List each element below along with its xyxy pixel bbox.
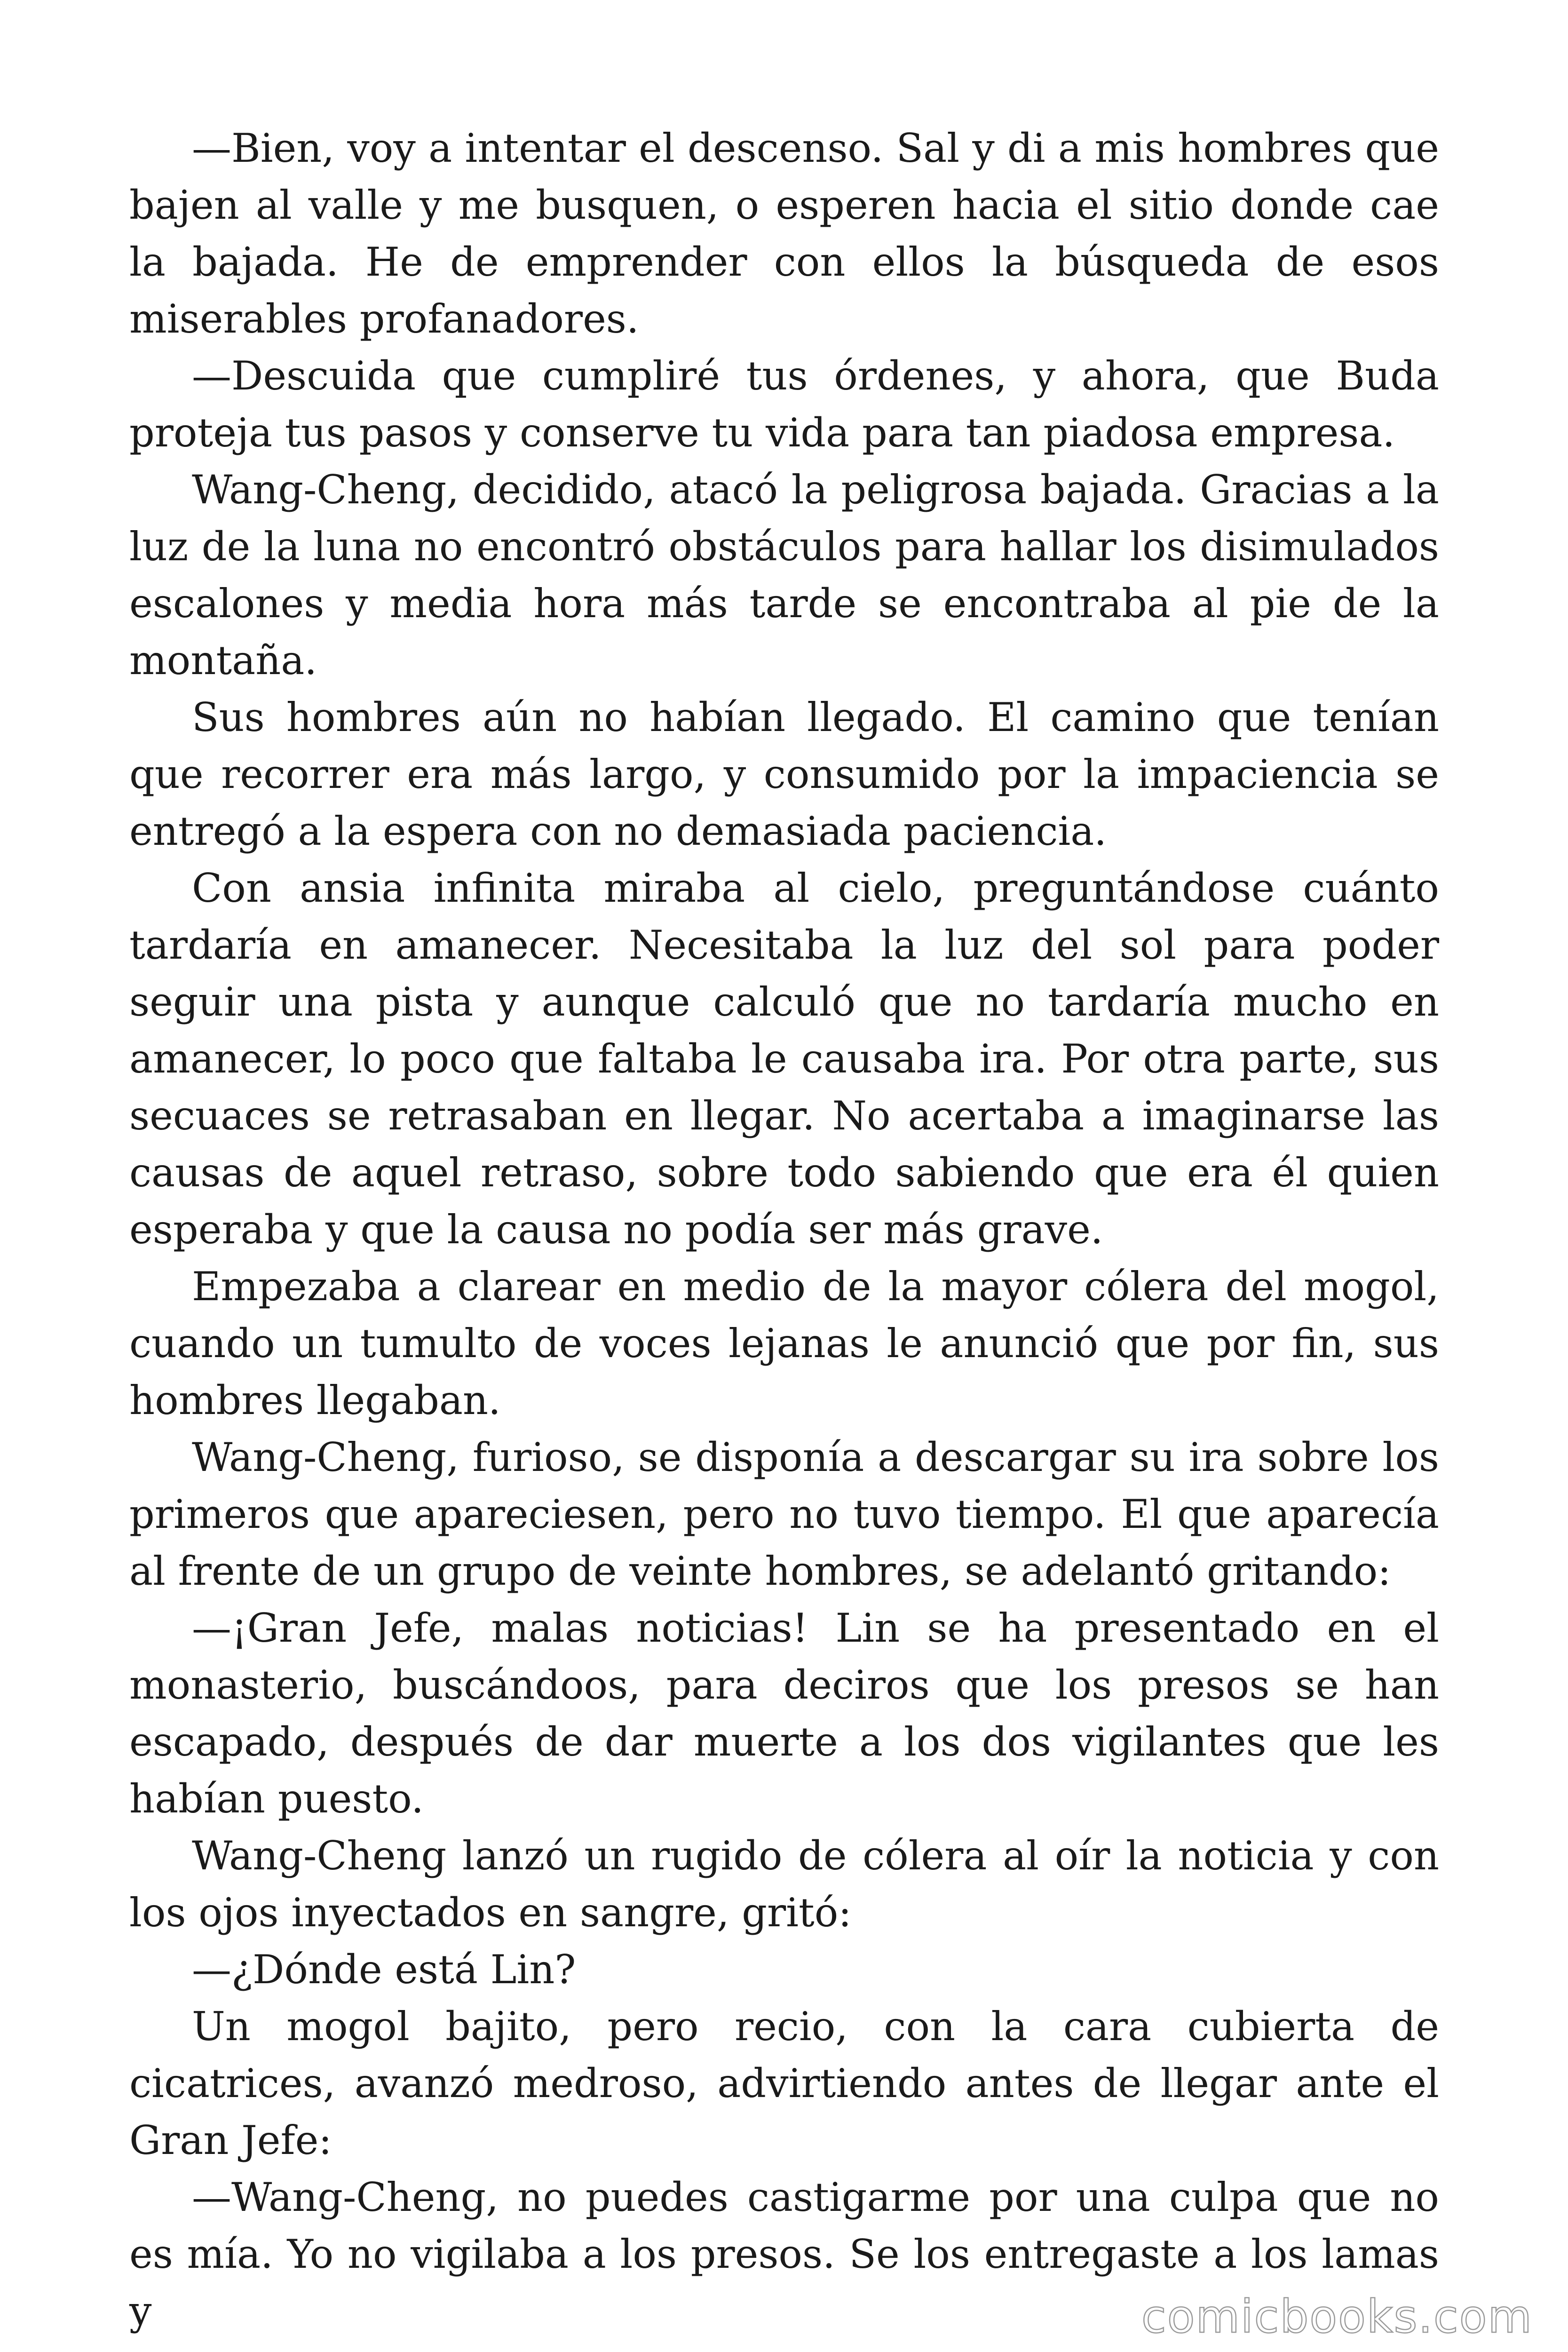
- paragraph: Un mogol bajito, pero recio, con la cara cubierta de cicatrices, avanzó medroso, advirtiendo antes de llegar ante el Gran Jefe:: [129, 2003, 1439, 2163]
- paragraph: —¡Gran Jefe, malas noticias! Lin se ha presentado en el monasterio, buscándoos, para deciros que los presos se han escapado, después de dar muerte a los dos vigilantes que les habían puesto.: [129, 1605, 1439, 1822]
- paragraph: Empezaba a clarear en medio de la mayor cólera del mogol, cuando un tumulto de voces lejanas le anunció que por fin, sus hombres llegaban.: [129, 1263, 1439, 1423]
- paragraph: —Bien, voy a intentar el descenso. Sal y di a mis hombres que bajen al valle y me busquen, o esperen hacia el sitio donde cae la bajada. He de emprender con ellos la búsqueda de esos miserables profanadores.: [129, 125, 1439, 342]
- paragraph: Wang-Cheng, furioso, se disponía a descargar su ira sobre los primeros que apareciesen, pero no tuvo tiempo. El que aparecía al frente de un grupo de veinte hombres, se adelantó gritando:: [129, 1434, 1439, 1594]
- paragraph: Wang-Cheng lanzó un rugido de cólera al oír la noticia y con los ojos inyectados en sangre, gritó:: [129, 1833, 1439, 1936]
- watermark: comicbooks.com: [1141, 2290, 1533, 2343]
- body-text: [129, 120, 1439, 2340]
- paragraph: Con ansia infinita miraba al cielo, preguntándose cuánto tardaría en amanecer. Necesitaba la luz del sol para poder seguir una pista y aunque calculó que no tardaría mucho en amanecer, lo poco que faltaba le causaba ira. Por otra parte, sus secuaces se retrasaban en llegar. No acertaba a imaginarse las causas de aquel retraso, sobre todo sabiendo que era él quien esperaba y que la causa no podía ser más grave.: [129, 865, 1439, 1253]
- paragraph: —Descuida que cumpliré tus órdenes, y ahora, que Buda proteja tus pasos y conserve tu vida para tan piadosa empresa.: [129, 353, 1439, 456]
- paragraph: Sus hombres aún no habían llegado. El camino que tenían que recorrer era más largo, y consumido por la impaciencia se entregó a la espera con no demasiada paciencia.: [129, 694, 1439, 854]
- paragraph: —Wang-Cheng, no puedes castigarme por una culpa que no es mía. Yo no vigilaba a los presos. Se los entregaste a los lamas y: [129, 2174, 1439, 2334]
- paragraph: —¿Dónde está Lin?: [192, 1947, 576, 1993]
- paragraph: Wang-Cheng, decidido, atacó la peligrosa bajada. Gracias a la luz de la luna no encontró obstáculos para hallar los disimulados escalones y media hora más tarde se encontraba al pie de la montaña.: [129, 467, 1439, 683]
